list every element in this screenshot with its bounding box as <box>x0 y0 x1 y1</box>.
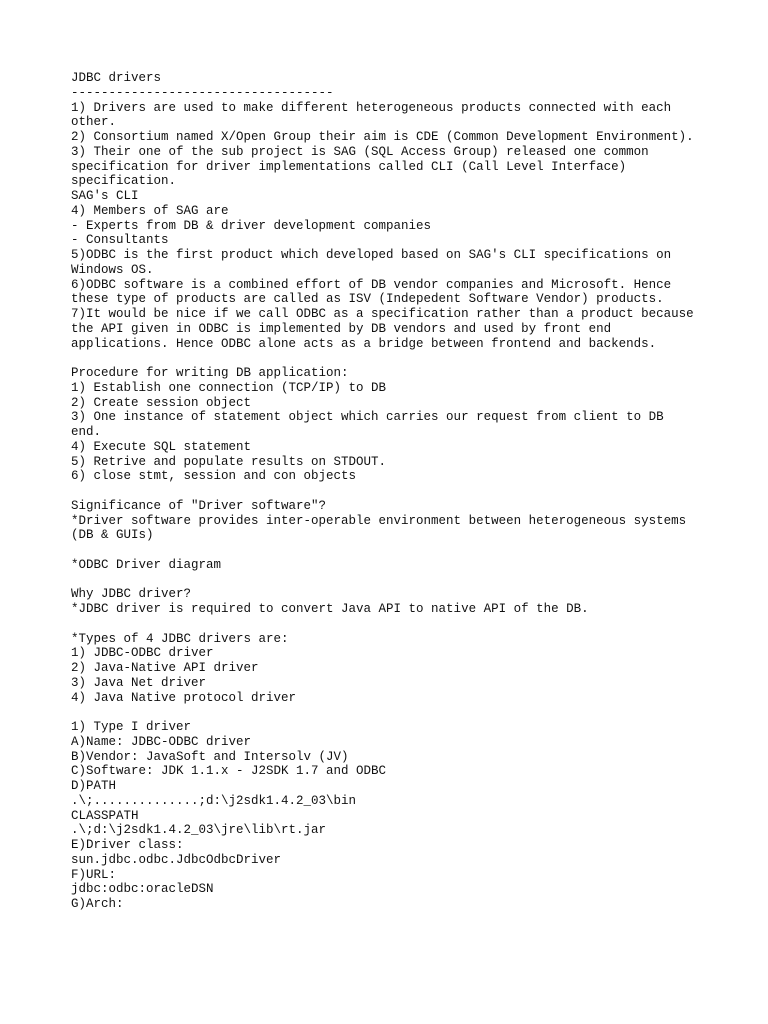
text-line: 6)ODBC software is a combined effort of DB vendor companies and Microsoft. Hence <box>71 277 672 292</box>
text-line: 1) JDBC-ODBC driver <box>71 646 214 661</box>
text-line: 1) Establish one connection (TCP/IP) to DB <box>71 380 387 395</box>
text-line: 6) close stmt, session and con objects <box>71 469 357 484</box>
text-line: 2) Create session object <box>71 395 252 410</box>
text-line: 4) Members of SAG are <box>71 203 229 218</box>
text-line: 3) Their one of the sub project is SAG (SQL Access Group) released one common <box>71 144 649 159</box>
text-line: SAG's CLI <box>71 189 139 203</box>
text-line <box>71 617 731 632</box>
text-line: .\;d:\j2sdk1.4.2_03\jre\lib\rt.jar <box>71 823 327 838</box>
text-line: jdbc:odbc:oracleDSN <box>71 882 214 897</box>
text-line: 2) Consortium named X/Open Group their aim is CDE (Common Development Environment). <box>71 130 694 144</box>
text-line: sun.jdbc.odbc.JdbcOdbcDriver <box>71 852 282 867</box>
text-line: JDBC drivers <box>71 71 162 85</box>
text-line: Windows OS. <box>71 262 154 277</box>
text-line: Why JDBC driver? <box>71 587 192 602</box>
text-line: 4) Execute SQL statement <box>71 439 252 454</box>
text-line: 5) Retrive and populate results on STDOUT. <box>71 454 387 469</box>
text-line: *ODBC Driver diagram <box>71 557 222 572</box>
text-line: applications. Hence ODBC alone acts as a bridge between frontend and backends. <box>71 336 657 351</box>
text-line: end. <box>71 425 102 439</box>
text-line: 1) Drivers are used to make different heterogeneous products connected with each <box>71 100 672 115</box>
text-line: 5)ODBC is the first product which developed based on SAG's CLI specifications on <box>71 248 672 262</box>
text-line: these type of products are called as ISV (Indepedent Software Vendor) products. <box>71 292 664 307</box>
text-line: other. <box>71 115 117 130</box>
text-line: B)Vendor: JavaSoft and Intersolv (JV) <box>71 749 349 764</box>
text-line: *Types of 4 JDBC drivers are: <box>71 631 289 646</box>
text-line: Significance of "Driver software"? <box>71 498 327 513</box>
text-line <box>71 543 731 558</box>
text-line: ----------------------------------- <box>71 85 334 100</box>
text-line <box>71 705 731 720</box>
text-line: - Experts from DB & driver development companies <box>71 218 432 233</box>
text-line: *JDBC driver is required to convert Java API to native API of the DB. <box>71 602 589 616</box>
text-line: 7)It would be nice if we call ODBC as a specification rather than a product because <box>71 307 694 321</box>
text-line: specification for driver implementations called CLI (Call Level Interface) <box>71 159 627 174</box>
text-line: *Driver software provides inter-operable environment between heterogeneous systems <box>71 513 687 528</box>
text-line: C)Software: JDK 1.1.x - J2SDK 1.7 and ODBC <box>71 764 387 779</box>
text-line <box>71 573 731 588</box>
text-line: 3) One instance of statement object which carries our request from client to DB <box>71 410 664 425</box>
text-line: 3) Java Net driver <box>71 675 207 690</box>
text-line: .\;..............;d:\j2sdk1.4.2_03\bin <box>71 793 357 808</box>
text-line: Procedure for writing DB application: <box>71 366 349 380</box>
text-line: A)Name: JDBC-ODBC driver <box>71 734 252 749</box>
text-line: CLASSPATH <box>71 808 139 823</box>
text-line: - Consultants <box>71 233 169 248</box>
text-line: 4) Java Native protocol driver <box>71 690 297 705</box>
text-line: (DB & GUIs) <box>71 528 154 543</box>
text-line: 2) Java-Native API driver <box>71 661 259 675</box>
text-line: D)PATH <box>71 779 117 793</box>
text-line: 1) Type I driver <box>71 720 192 734</box>
text-line: specification. <box>71 174 177 189</box>
text-line <box>71 484 731 499</box>
document-page <box>71 71 731 912</box>
text-line <box>71 351 731 366</box>
text-line: the API given in ODBC is implemented by DB vendors and used by front end <box>71 321 612 336</box>
text-line: E)Driver class: <box>71 838 184 852</box>
text-line: G)Arch: <box>71 897 124 911</box>
text-line: F)URL: <box>71 867 117 882</box>
